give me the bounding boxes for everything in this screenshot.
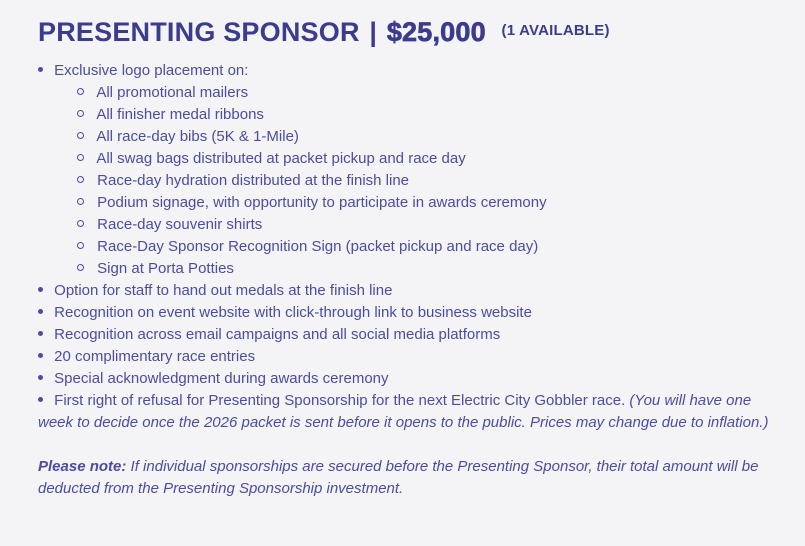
benefit-text: 20 complimentary race entries <box>54 348 256 365</box>
benefit-text: Exclusive logo placement on: <box>54 62 249 79</box>
logo-placement-sublist <box>38 82 783 280</box>
sub-benefit-item <box>77 192 783 214</box>
sub-benefit-text: All finisher medal ribbons <box>96 106 264 123</box>
note <box>38 456 783 500</box>
title-text: PRESENTING SPONSOR <box>38 17 360 47</box>
sub-benefit-item <box>77 148 783 170</box>
sub-benefit-item <box>77 104 783 126</box>
sub-benefit-text: All promotional mailers <box>96 84 249 101</box>
bullet-icon <box>38 353 43 358</box>
bullet-icon <box>38 67 43 72</box>
benefit-item-final <box>38 390 783 434</box>
benefit-item <box>38 368 783 390</box>
benefit-item <box>38 280 783 302</box>
benefits-list <box>38 60 783 434</box>
benefit-item <box>38 346 783 368</box>
sub-benefit-text: All race-day bibs (5K & 1-Mile) <box>96 128 299 145</box>
benefit-text: First right of refusal for Presenting Sponsorship for the next Electric City Gobbler race. <box>54 392 626 409</box>
benefit-text-italic: (You will have one week to decide once the 2026 packet is sent before it opens to the public. Prices may change due to inflation.) <box>38 392 769 431</box>
benefit-item <box>38 324 783 346</box>
price-text: $25,000 <box>386 17 486 47</box>
sub-benefit-text: All swag bags distributed at packet pickup and race day <box>96 150 466 167</box>
bullet-icon <box>38 397 43 402</box>
bullet-icon <box>38 309 43 314</box>
note-lead: Please note: <box>38 458 127 475</box>
circle-bullet-icon <box>77 154 84 161</box>
benefit-text: Option for staff to hand out medals at the finish line <box>54 282 393 299</box>
benefit-text: Recognition on event website with click-through link to business website <box>54 304 532 321</box>
sub-benefit-text: Race-Day Sponsor Recognition Sign (packet pickup and race day) <box>97 238 539 255</box>
sub-benefit-item <box>77 170 783 192</box>
sub-benefit-text: Podium signage, with opportunity to participate in awards ceremony <box>97 194 547 211</box>
sub-benefit-text: Race-day hydration distributed at the finish line <box>97 172 410 189</box>
sub-benefit-item <box>77 126 783 148</box>
benefit-item-intro <box>38 60 783 82</box>
sub-benefit-text: Sign at Porta Potties <box>97 260 234 277</box>
bullet-icon <box>38 331 43 336</box>
circle-bullet-icon <box>77 132 84 139</box>
benefit-item <box>38 302 783 324</box>
circle-bullet-icon <box>77 198 84 205</box>
circle-bullet-icon <box>77 176 84 183</box>
note-text: If individual sponsorships are secured before the Presenting Sponsor, their total amount will be deducted from the Presenting Sponsorship investment. <box>38 458 759 497</box>
circle-bullet-icon <box>77 88 84 95</box>
benefit-text: Special acknowledgment during awards ceremony <box>54 370 389 387</box>
sub-benefit-item <box>77 236 783 258</box>
sub-benefit-text: Race-day souvenir shirts <box>97 216 263 233</box>
availability-badge: (1 AVAILABLE) <box>501 22 610 39</box>
circle-bullet-icon <box>77 220 84 227</box>
page-title <box>38 14 783 49</box>
benefit-text: Recognition across email campaigns and all social media platforms <box>54 326 501 343</box>
bullet-icon <box>38 375 43 380</box>
circle-bullet-icon <box>77 110 84 117</box>
circle-bullet-icon <box>77 264 84 271</box>
sub-benefit-item <box>77 82 783 104</box>
sub-benefit-item <box>77 258 783 280</box>
bullet-icon <box>38 287 43 292</box>
sub-benefit-item <box>77 214 783 236</box>
title-separator: | <box>369 17 378 47</box>
circle-bullet-icon <box>77 242 84 249</box>
